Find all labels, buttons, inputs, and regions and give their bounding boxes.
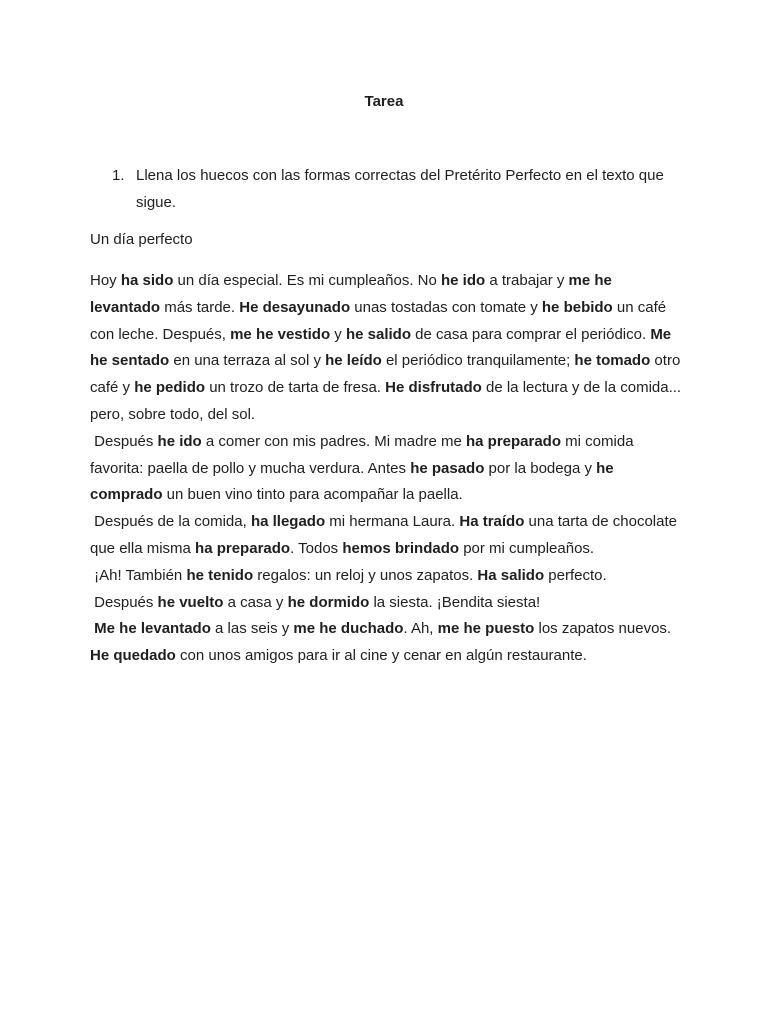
- text-segment: con unos amigos para ir al cine y cenar en algún restaurante.: [175, 647, 587, 665]
- verb-form: Me he levantado: [94, 620, 211, 638]
- verb-form: me he levantado: [90, 272, 612, 316]
- page-title: Tarea: [364, 93, 404, 110]
- text-segment: por la bodega y: [484, 459, 597, 477]
- text-segment: de casa para comprar el periódico.: [411, 325, 651, 343]
- text-segment: a trabajar y: [485, 272, 569, 289]
- text-segment: otro café y: [90, 352, 685, 397]
- verb-form: hemos brindado: [342, 539, 460, 557]
- text-segment: perfecto.: [544, 566, 607, 584]
- text-segment: un día especial. Es mi cumpleaños. No: [173, 272, 441, 289]
- verb-form: ha llegado: [250, 513, 326, 531]
- text-paragraph: [90, 509, 682, 563]
- verb-form: he pasado: [410, 459, 485, 477]
- verb-form: He desayunado: [239, 298, 351, 316]
- text-segment: en una terraza al sol y: [169, 352, 326, 370]
- text-segment: un café con leche. Después,: [90, 298, 671, 343]
- text-paragraph: [90, 590, 682, 617]
- verb-form: He quedado: [90, 647, 176, 665]
- verb-form: he bebido: [541, 298, 613, 316]
- verb-form: me he vestido: [230, 325, 331, 343]
- verb-form: he ido: [441, 272, 486, 289]
- verb-form: he tenido: [186, 566, 254, 584]
- verb-form: Ha traído: [459, 513, 525, 531]
- text-segment: mi comida favorita: paella de pollo y mucha verdura. Antes: [90, 432, 638, 477]
- verb-form: ha sido: [120, 272, 174, 289]
- text-segment: de la lectura y de la comida... pero, sobre todo, del sol.: [90, 379, 686, 423]
- text-segment: un trozo de tarta de fresa.: [205, 379, 386, 397]
- exercise-text: [90, 268, 686, 670]
- text-segment: el periódico tranquilamente;: [381, 352, 575, 370]
- instruction-text: Llena los huecos con las formas correctas del Pretérito Perfecto en el texto que sigue.: [136, 167, 664, 211]
- verb-form: me he duchado: [293, 620, 404, 638]
- verb-form: he ido: [157, 432, 202, 450]
- text-segment: la siesta. ¡Bendita siesta!: [369, 593, 541, 611]
- text-paragraph: [90, 268, 686, 429]
- verb-form: he dormido: [287, 593, 370, 611]
- text-segment: . Ah,: [403, 620, 438, 638]
- text-segment: ¡Ah! También: [90, 566, 187, 584]
- verb-form: ha preparado: [465, 432, 562, 450]
- verb-form: he pedido: [134, 379, 206, 397]
- verb-form: he comprado: [90, 459, 614, 504]
- text-segment: y: [330, 325, 346, 343]
- text-segment: unas tostadas con tomate y: [350, 298, 542, 316]
- text-paragraph: [90, 616, 682, 670]
- text-segment: Hoy: [90, 272, 121, 289]
- verb-form: ha preparado: [195, 539, 291, 557]
- verb-form: he salido: [345, 325, 412, 343]
- text-segment: regalos: un reloj y unos zapatos.: [253, 566, 478, 584]
- verb-form: he tomado: [574, 352, 651, 370]
- verb-form: He disfrutado: [385, 379, 482, 397]
- text-segment: Después de la comida,: [90, 513, 251, 531]
- text-segment: más tarde.: [160, 298, 240, 316]
- verb-form: he vuelto: [157, 593, 224, 611]
- text-segment: a casa y: [223, 593, 288, 611]
- text-segment: los zapatos nuevos.: [534, 620, 676, 638]
- text-segment: a comer con mis padres. Mi madre me: [201, 432, 466, 450]
- text-segment: Después: [90, 593, 158, 611]
- verb-form: Ha salido: [477, 566, 545, 584]
- text-segment: una tarta de chocolate que ella misma: [90, 513, 682, 557]
- text-segment: . Todos: [290, 539, 343, 557]
- text-segment: mi hermana Laura.: [325, 513, 460, 531]
- text-segment: Después: [90, 432, 158, 450]
- text-segment: a las seis y: [210, 620, 294, 638]
- verb-form: me he puesto: [437, 620, 535, 638]
- verb-form: he leído: [325, 352, 382, 370]
- instruction-number: 1.: [112, 167, 125, 184]
- text-segment: por mi cumpleaños.: [459, 539, 595, 557]
- text-subtitle: Un día perfecto: [90, 231, 193, 248]
- text-paragraph: [90, 563, 682, 590]
- verb-form: Me he sentado: [90, 325, 672, 370]
- text-segment: un buen vino tinto para acompañar la paella.: [162, 486, 463, 504]
- text-paragraph: [90, 429, 682, 509]
